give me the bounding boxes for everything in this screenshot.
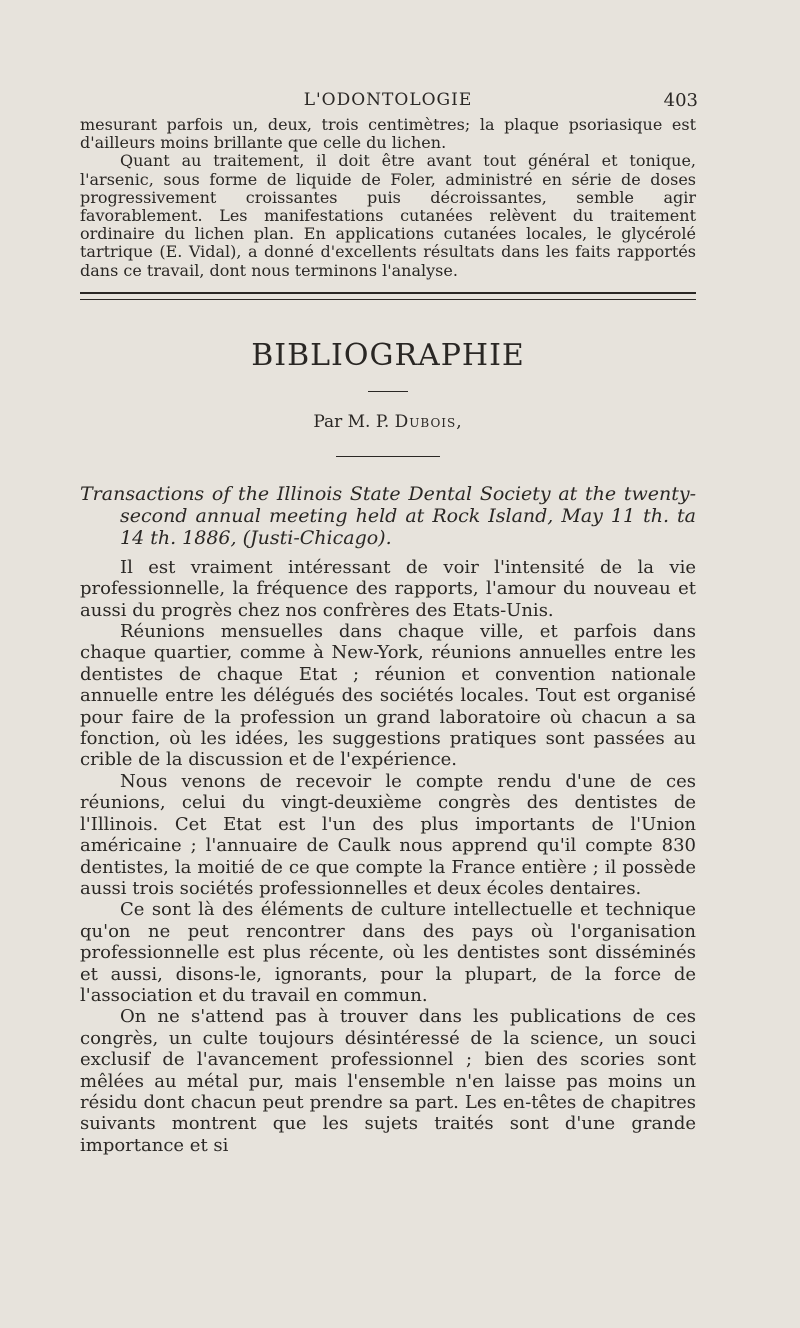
page-number: 403 <box>663 90 698 111</box>
paragraph: On ne s'attend pas à trouver dans les publications de ces congrès, un culte toujours désintéressé de la science, un souci exclusif de l'avancement professionnel ; bien des scories sont mêlées au métal pur, mais l'ensemble n'en laisse pas moins un résidu dont chacun peut prendre sa part. Les en-têtes de chapitres suivants montrent que les sujets traités sont d'une grande importance et si <box>80 1006 696 1156</box>
author-name: Dubois, <box>394 411 463 432</box>
running-title: L'ODONTOLOGIE <box>303 90 473 110</box>
paragraph: Il est vraiment intéressant de voir l'intensité de la vie professionnelle, la fréquence des rapports, l'amour du nouveau et aussi du progrès chez nos confrères des Etats-Unis. <box>80 556 696 621</box>
paragraph: Nous venons de recevoir le compte rendu d'une de ces réunions, celui du vingt-deuxième congrès des dentistes de l'Illinois. Cet Etat est l'un des plus importants de l'Union américaine ; l'annuaire de Caulk nous apprend qu'il compte 830 dentistes, la moitié de ce que compte la France entière ; il possède aussi trois sociétés professionnelles et deux écoles dentaires. <box>80 770 696 899</box>
previous-article-text <box>80 116 696 280</box>
citation-publisher: (Justi-Chicago). <box>242 526 392 549</box>
paragraph: Réunions mensuelles dans chaque ville, et parfois dans chaque quartier, comme à New-York, réunions annuelles entre les dentistes de chaque Etat ; réunion et convention nationale annuelle entre les délégués des sociétés locales. Tout est organisé pour faire de la profession un grand laboratoire où chacun a sa fonction, où les idées, les suggestions pratiques sont passées au crible de la discussion et de l'expérience. <box>80 621 696 771</box>
byline <box>80 412 696 432</box>
byline-rule <box>336 456 440 457</box>
paragraph: Ce sont là des éléments de culture intellectuelle et technique qu'on ne peut rencontrer dans des pays où l'organisation professionnelle est plus récente, où les dentistes sont disséminés et aussi, disons-le, ignorants, pour la plupart, de la force de l'association et du travail en commun. <box>80 899 696 1006</box>
citation-title: Transactions of the Illinois State Dental Society at the twenty-second annual meeting held at Rock Island, May 11 th. ta 14 th. 1886, <box>80 482 696 549</box>
byline-prefix: Par M. P. <box>313 411 390 432</box>
running-head <box>80 90 696 116</box>
paragraph: Quant au traitement, il doit être avant tout général et tonique, l'arsenic, sous forme de liquide de Foler, administré en série de doses progressivement croissantes puis décroissantes, semble agir favorablement. Les manifestations cutanées relèvent du traitement ordinaire du lichen plan. En applications cutanées locales, le glycérolé tartrique (E. Vidal), a donné d'excellents résultats dans les faits rapportés dans ce travail, dont nous terminons l'analyse. <box>80 151 696 280</box>
section-divider <box>80 292 696 300</box>
section-title: BIBLIOGRAPHIE <box>251 337 525 373</box>
review-body <box>80 557 696 1156</box>
citation <box>80 483 696 549</box>
paragraph: mesurant parfois un, deux, trois centimètres; la plaque psoriasique est d'ailleurs moins brillante que celle du lichen. <box>80 115 696 153</box>
title-rule <box>368 391 408 392</box>
